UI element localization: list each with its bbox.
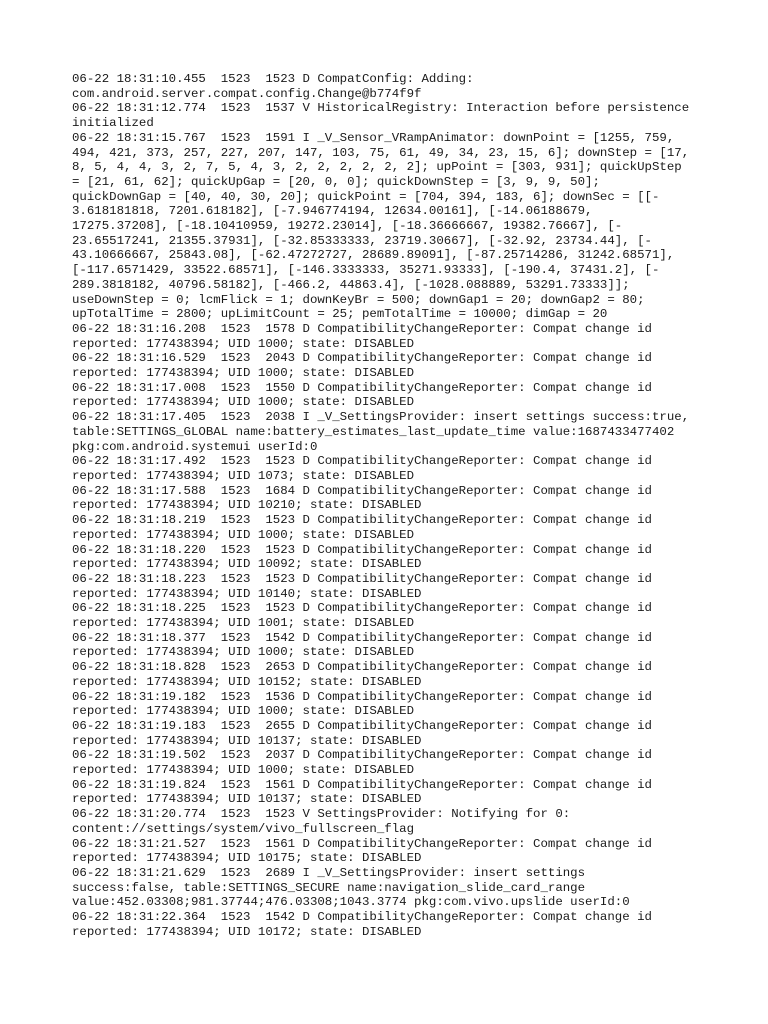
log-line: 06-22 18:31:18.828 1523 2653 D CompatibilityChangeReporter: Compat change id <box>72 660 652 675</box>
log-line: 06-22 18:31:19.183 1523 2655 D CompatibilityChangeReporter: Compat change id <box>72 718 652 733</box>
log-line: 06-22 18:31:12.774 1523 1537 V HistoricalRegistry: Interaction before persistence <box>72 101 690 116</box>
log-line: 43.10666667, 25843.08], [-62.47272727, 28689.89091], [-87.25714286, 31242.68571], <box>72 248 675 263</box>
log-line: 06-22 18:31:17.405 1523 2038 I _V_SettingsProvider: insert settings success:true, <box>72 410 690 425</box>
log-line: value:452.03308;981.37744;476.03308;1043.3774 pkg:com.vivo.upslide userId:0 <box>72 895 630 910</box>
log-line: 06-22 18:31:16.208 1523 1578 D CompatibilityChangeReporter: Compat change id <box>72 321 652 336</box>
log-line: pkg:com.android.systemui userId:0 <box>72 439 318 454</box>
log-line: reported: 177438394; UID 10137; state: DISABLED <box>72 733 422 748</box>
log-line: 06-22 18:31:18.225 1523 1523 D CompatibilityChangeReporter: Compat change id <box>72 601 652 616</box>
log-line: 289.3818182, 40796.58182], [-466.2, 44863.4], [-1028.088889, 53291.73333]]; <box>72 277 630 292</box>
log-line: reported: 177438394; UID 1000; state: DISABLED <box>72 527 415 542</box>
log-line: useDownStep = 0; lcmFlick = 1; downKeyBr = 500; downGap1 = 20; downGap2 = 80; <box>72 292 645 307</box>
log-line: table:SETTINGS_GLOBAL name:battery_estimates_last_update_time value:1687433477402 <box>72 424 675 439</box>
log-line: reported: 177438394; UID 1000; state: DISABLED <box>72 336 415 351</box>
log-line: 8, 5, 4, 4, 3, 2, 7, 5, 4, 3, 2, 2, 2, 2, 2, 2]; upPoint = [303, 931]; quickUpStep <box>72 160 682 175</box>
log-line: reported: 177438394; UID 10137; state: DISABLED <box>72 792 422 807</box>
log-line: 06-22 18:31:21.527 1523 1561 D CompatibilityChangeReporter: Compat change id <box>72 836 652 851</box>
log-line: quickDownGap = [40, 40, 30, 20]; quickPoint = [704, 394, 183, 6]; downSec = [[- <box>72 189 660 204</box>
log-line: 23.65517241, 21355.37931], [-32.85333333, 23719.30667], [-32.92, 23734.44], [- <box>72 233 652 248</box>
log-line: reported: 177438394; UID 1000; state: DISABLED <box>72 763 415 778</box>
log-line: 06-22 18:31:17.588 1523 1684 D CompatibilityChangeReporter: Compat change id <box>72 483 652 498</box>
log-line: 06-22 18:31:18.219 1523 1523 D CompatibilityChangeReporter: Compat change id <box>72 513 652 528</box>
log-line: 06-22 18:31:18.220 1523 1523 D CompatibilityChangeReporter: Compat change id <box>72 542 652 557</box>
log-line: success:false, table:SETTINGS_SECURE name:navigation_slide_card_range <box>72 880 586 895</box>
log-line: initialized <box>72 116 154 131</box>
log-line: 06-22 18:31:19.502 1523 2037 D CompatibilityChangeReporter: Compat change id <box>72 748 652 763</box>
log-line: reported: 177438394; UID 1000; state: DISABLED <box>72 645 415 660</box>
log-line: 06-22 18:31:19.824 1523 1561 D CompatibilityChangeReporter: Compat change id <box>72 777 652 792</box>
log-line: 06-22 18:31:16.529 1523 2043 D CompatibilityChangeReporter: Compat change id <box>72 351 652 366</box>
log-line: reported: 177438394; UID 10210; state: DISABLED <box>72 498 422 513</box>
log-line: [-117.6571429, 33522.68571], [-146.3333333, 35271.93333], [-190.4, 37431.2], [- <box>72 263 660 278</box>
log-line: upTotalTime = 2800; upLimitCount = 25; pemTotalTime = 10000; dimGap = 20 <box>72 307 608 322</box>
log-line: reported: 177438394; UID 1001; state: DISABLED <box>72 616 415 631</box>
log-line: 06-22 18:31:20.774 1523 1523 V SettingsProvider: Notifying for 0: <box>72 807 571 822</box>
log-line: reported: 177438394; UID 1073; state: DISABLED <box>72 468 415 483</box>
log-line: 06-22 18:31:10.455 1523 1523 D CompatConfig: Adding: <box>72 72 474 86</box>
log-line: 06-22 18:31:21.629 1523 2689 I _V_SettingsProvider: insert settings <box>72 865 586 880</box>
log-line: 17275.37208], [-18.10410959, 19272.23014], [-18.36666667, 19382.76667], [- <box>72 219 623 234</box>
log-line: reported: 177438394; UID 10175; state: DISABLED <box>72 851 422 866</box>
log-line: = [21, 61, 62]; quickUpGap = [20, 0, 0]; quickDownStep = [3, 9, 9, 50]; <box>72 174 600 189</box>
log-line: reported: 177438394; UID 10172; state: DISABLED <box>72 924 422 939</box>
log-line: reported: 177438394; UID 1000; state: DISABLED <box>72 366 415 381</box>
log-line: reported: 177438394; UID 1000; state: DISABLED <box>72 704 415 719</box>
log-line: reported: 177438394; UID 10092; state: DISABLED <box>72 557 422 572</box>
log-line: 3.618181818, 7201.618182], [-7.946774194, 12634.00161], [-14.06188679, <box>72 204 593 219</box>
log-line: 06-22 18:31:15.767 1523 1591 I _V_Sensor_VRampAnimator: downPoint = [1255, 759, <box>72 130 675 145</box>
log-line: 06-22 18:31:17.008 1523 1550 D CompatibilityChangeReporter: Compat change id <box>72 380 652 395</box>
log-line: reported: 177438394; UID 10152; state: DISABLED <box>72 674 422 689</box>
log-line: content://settings/system/vivo_fullscreen_flag <box>72 821 415 836</box>
log-line: 06-22 18:31:18.223 1523 1523 D CompatibilityChangeReporter: Compat change id <box>72 571 652 586</box>
log-line: 06-22 18:31:18.377 1523 1542 D CompatibilityChangeReporter: Compat change id <box>72 630 652 645</box>
log-line: com.android.server.compat.config.Change@b774f9f <box>72 86 422 101</box>
log-line: reported: 177438394; UID 10140; state: DISABLED <box>72 586 422 601</box>
log-line: 06-22 18:31:17.492 1523 1523 D CompatibilityChangeReporter: Compat change id <box>72 454 652 469</box>
log-document <box>72 72 712 939</box>
log-line: 06-22 18:31:19.182 1523 1536 D CompatibilityChangeReporter: Compat change id <box>72 689 652 704</box>
log-line: 06-22 18:31:22.364 1523 1542 D CompatibilityChangeReporter: Compat change id <box>72 910 652 925</box>
log-line: reported: 177438394; UID 1000; state: DISABLED <box>72 395 415 410</box>
log-line: 494, 421, 373, 257, 227, 207, 147, 103, 75, 61, 49, 34, 23, 15, 6]; downStep = [17, <box>72 145 690 160</box>
